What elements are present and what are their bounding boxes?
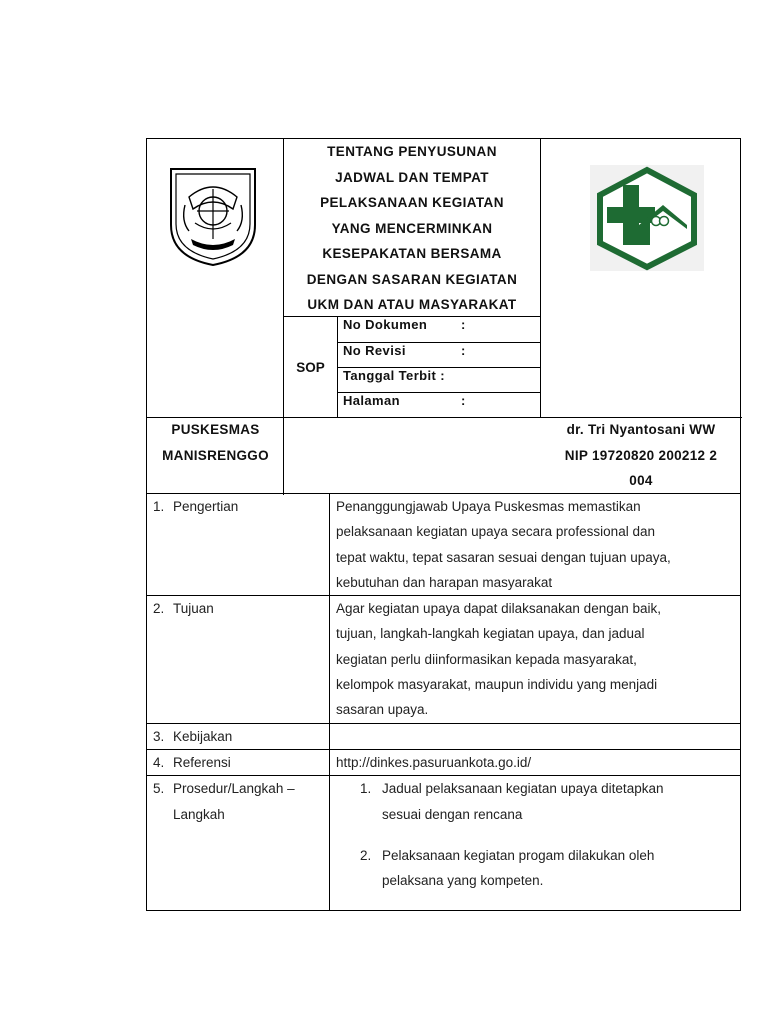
row-title: Referensi [173, 754, 231, 770]
row-number: 5. [153, 781, 165, 797]
title-line: YANG MENCERMINKAN [331, 220, 493, 236]
procedure-step [336, 776, 734, 827]
meta-colon: : [461, 317, 466, 332]
content-line: kelompok masyarakat, maupun individu yang menjadi [336, 677, 658, 693]
row-content [330, 776, 741, 911]
step-line: Pelaksanaan kegiatan progam dilakukan oleh [382, 847, 655, 863]
content-line: tepat waktu, tepat sasaran sesuai dengan tujuan upaya, [336, 549, 671, 565]
table-row [147, 749, 741, 775]
title-line: TENTANG PENYUSUNAN [327, 144, 497, 159]
signer-name: dr. Tri Nyantosani WW [566, 422, 716, 437]
step-number: 1. [360, 781, 372, 797]
row-content [330, 494, 741, 596]
puskesmas-logo [590, 165, 704, 271]
content-line: kegiatan perlu diinformasikan kepada masyarakat, [336, 651, 637, 667]
step-number: 2. [360, 847, 372, 863]
row-content [330, 723, 741, 749]
meta-colon: : [461, 393, 466, 408]
title-line: UKM DAN ATAU MASYARAKAT [307, 297, 517, 312]
sop-document [146, 138, 741, 911]
row-number: 1. [153, 499, 165, 514]
row-label [147, 776, 330, 911]
content-line: Penanggungjawab Upaya Puskesmas memastikan [336, 499, 641, 514]
table-row [147, 494, 741, 596]
step-line: Jadual pelaksanaan kegiatan upaya ditetapkan [382, 781, 664, 797]
title-line: JADWAL DAN TEMPAT [335, 169, 489, 185]
meta-label: No Revisi [343, 343, 406, 358]
meta-label: No Dokumen [343, 317, 428, 332]
row-title [173, 776, 295, 827]
row-title: Tujuan [173, 601, 214, 617]
title-line: KESEPAKATAN BERSAMA [322, 246, 502, 261]
row-number: 4. [153, 754, 165, 770]
row-content [330, 749, 741, 775]
row-title: Pengertian [173, 499, 239, 514]
step-line: pelaksana yang kompeten. [382, 873, 544, 889]
row-label [147, 494, 330, 596]
meta-label: Tanggal Terbit : [343, 368, 445, 383]
signer-nip-cont: 004 [629, 473, 653, 488]
row-number: 2. [153, 601, 165, 617]
table-row [147, 723, 741, 749]
meta-colon: : [461, 343, 466, 358]
regency-crest-logo [167, 165, 259, 272]
meta-no-revisi [343, 343, 466, 358]
sop-body-table [146, 493, 741, 911]
content-line: Agar kegiatan upaya dapat dilaksanakan dengan baik, [336, 601, 661, 617]
row-content [330, 596, 741, 723]
row-label [147, 723, 330, 749]
meta-no-dokumen [343, 317, 466, 332]
meta-tanggal-terbit [343, 368, 445, 383]
title-line: DENGAN SASARAN KEGIATAN [306, 271, 518, 287]
procedure-steps [336, 776, 734, 893]
title-line: PELAKSANAAN KEGIATAN [320, 195, 504, 210]
signer-nip: NIP 19720820 200212 2 [564, 447, 718, 463]
procedure-label-line: Langkah [173, 806, 225, 822]
content-line: pelaksanaan kegiatan upaya secara professional dan [336, 524, 655, 540]
meta-halaman [343, 393, 466, 408]
procedure-label-line: Prosedur/Langkah – [173, 781, 295, 797]
procedure-step [336, 843, 734, 894]
signer-block [540, 417, 742, 494]
reference-link: http://dinkes.pasuruankota.go.id/ [336, 754, 532, 770]
table-row [147, 776, 741, 911]
content-line: kebutuhan dan harapan masyarakat [336, 574, 553, 590]
row-label [147, 749, 330, 775]
step-line: sesuai dengan rencana [382, 806, 523, 822]
table-row [147, 596, 741, 723]
puskesmas-line: PUSKESMAS [171, 422, 260, 437]
puskesmas-line: MANISRENGGO [162, 448, 269, 463]
row-label [147, 596, 330, 723]
sop-label: SOP [296, 359, 325, 375]
content-line: sasaran upaya. [336, 702, 429, 718]
row-title: Kebijakan [173, 728, 233, 744]
sop-header [146, 138, 741, 494]
content-line: tujuan, langkah-langkah kegiatan upaya, dan jadual [336, 626, 645, 642]
row-number: 3. [153, 728, 165, 744]
puskesmas-name [147, 417, 284, 469]
meta-label: Halaman [343, 393, 400, 408]
document-title [284, 139, 540, 318]
